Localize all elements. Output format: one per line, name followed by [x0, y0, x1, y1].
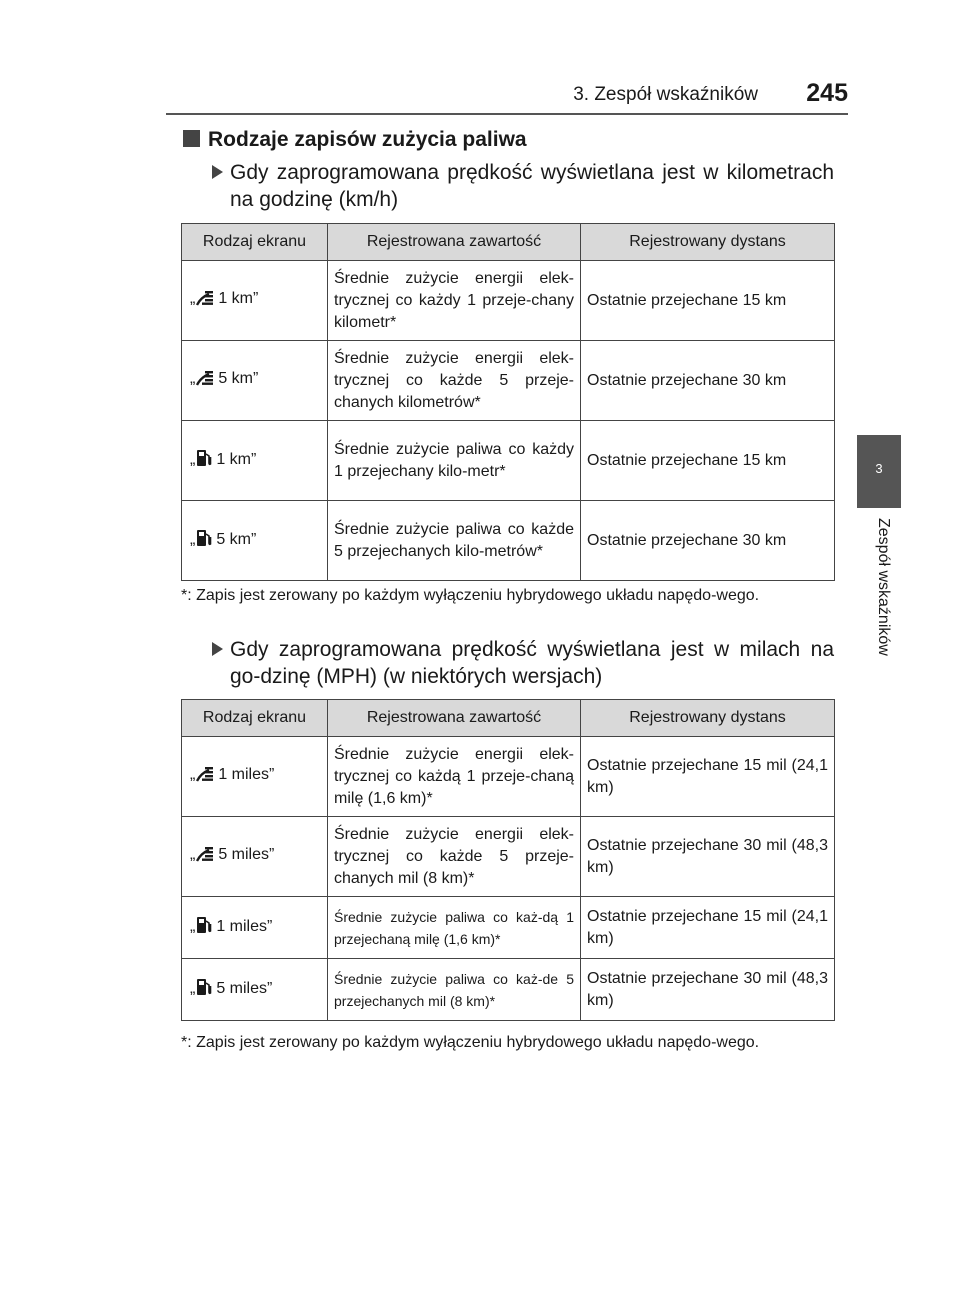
chapter-tab-label: Zespół wskaźników	[875, 518, 892, 656]
recorded-content-cell: Średnie zużycie paliwa co każ-de 5 przejechanych mil (8 km)*	[328, 959, 581, 1021]
fuel-pump-icon	[196, 528, 212, 554]
table-header-row	[182, 224, 835, 261]
km-table	[181, 223, 835, 581]
triangle-bullet-icon	[212, 642, 223, 656]
screen-type-label: 1 km”	[216, 450, 257, 468]
mph-footnote: *: Zapis jest zerowany po każdym wyłączeniu hybrydowego układu napędo-wego.	[181, 1034, 760, 1051]
column-header: Rejestrowany dystans	[581, 224, 835, 261]
screen-type-label: 1 miles”	[216, 917, 273, 935]
recorded-distance-cell: Ostatnie przejechane 15 km	[581, 261, 835, 341]
column-header: Rejestrowana zawartość	[328, 224, 581, 261]
table-row	[182, 737, 835, 817]
chapter-tab	[857, 435, 901, 508]
chapter-tab-number: 3	[875, 461, 883, 476]
table-row	[182, 421, 835, 501]
recorded-distance-cell: Ostatnie przejechane 30 mil (48,3 km)	[581, 959, 835, 1021]
mph-subheading	[212, 636, 834, 690]
table-row	[182, 341, 835, 421]
screen-type-label: 1 miles”	[218, 766, 275, 783]
triangle-bullet-icon	[212, 165, 223, 179]
screen-type-cell: „ 5 miles”	[182, 817, 328, 897]
mph-table	[181, 699, 835, 1021]
km-subheading-text: Gdy zaprogramowana prędkość wyświetlana jest w kilometrach na godzinę (km/h)	[230, 161, 834, 211]
recorded-content-cell: Średnie zużycie energii elek-trycznej co każdy 1 przeje-chany kilometr*	[328, 261, 581, 341]
table-row	[182, 261, 835, 341]
recorded-distance-cell: Ostatnie przejechane 30 mil (48,3 km)	[581, 817, 835, 897]
ev-energy-icon	[196, 370, 214, 393]
recorded-distance-cell: Ostatnie przejechane 30 km	[581, 501, 835, 581]
screen-type-label: 5 miles”	[216, 979, 273, 997]
table-row	[182, 817, 835, 897]
table-row	[182, 897, 835, 959]
screen-type-cell: „ 5 km”	[182, 501, 328, 581]
recorded-content-cell: Średnie zużycie energii elek-trycznej co każdą 1 przeje-chaną milę (1,6 km)*	[328, 737, 581, 817]
column-header: Rejestrowana zawartość	[328, 700, 581, 737]
chapter-header: 3. Zespół wskaźników	[573, 84, 758, 105]
column-header: Rodzaj ekranu	[182, 224, 328, 261]
fuel-pump-icon	[196, 915, 212, 941]
recorded-content-cell: Średnie zużycie paliwa co każde 5 przejechanych kilo-metrów*	[328, 501, 581, 581]
table-row	[182, 501, 835, 581]
ev-energy-icon	[196, 290, 214, 313]
column-header: Rejestrowany dystans	[581, 700, 835, 737]
fuel-pump-icon	[196, 448, 212, 474]
ev-energy-icon	[196, 766, 214, 789]
mph-subheading-text: Gdy zaprogramowana prędkość wyświetlana jest w milach na go-dzinę (MPH) (w niektórych wersjach)	[230, 638, 834, 688]
square-bullet-icon	[183, 130, 200, 147]
recorded-content-cell: Średnie zużycie energii elek-trycznej co każde 5 przeje-chanych kilometrów*	[328, 341, 581, 421]
recorded-distance-cell: Ostatnie przejechane 30 km	[581, 341, 835, 421]
page-number: 245	[806, 79, 848, 107]
recorded-content-cell: Średnie zużycie paliwa co każ-dą 1 przejechaną milę (1,6 km)*	[328, 897, 581, 959]
recorded-distance-cell: Ostatnie przejechane 15 mil (24,1 km)	[581, 737, 835, 817]
section-title-text: Rodzaje zapisów zużycia paliwa	[208, 128, 527, 151]
screen-type-label: 1 km”	[218, 290, 259, 307]
table-row	[182, 959, 835, 1021]
header-divider	[166, 113, 848, 115]
table-header-row	[182, 700, 835, 737]
recorded-content-cell: Średnie zużycie energii elek-trycznej co każde 5 przeje-chanych mil (8 km)*	[328, 817, 581, 897]
screen-type-cell: „ 5 miles”	[182, 959, 328, 1021]
recorded-distance-cell: Ostatnie przejechane 15 mil (24,1 km)	[581, 897, 835, 959]
screen-type-cell: „ 1 km”	[182, 421, 328, 501]
section-title	[183, 127, 833, 153]
recorded-content-cell: Średnie zużycie paliwa co każdy 1 przejechany kilo-metr*	[328, 421, 581, 501]
screen-type-label: 5 km”	[216, 530, 257, 548]
screen-type-cell: „ 1 miles”	[182, 737, 328, 817]
column-header: Rodzaj ekranu	[182, 700, 328, 737]
screen-type-cell: „ 1 km”	[182, 261, 328, 341]
km-subheading	[212, 159, 834, 213]
screen-type-label: 5 km”	[218, 370, 259, 387]
screen-type-label: 5 miles”	[218, 846, 275, 863]
recorded-distance-cell: Ostatnie przejechane 15 km	[581, 421, 835, 501]
screen-type-cell: „ 5 km”	[182, 341, 328, 421]
ev-energy-icon	[196, 846, 214, 869]
km-footnote: *: Zapis jest zerowany po każdym wyłączeniu hybrydowego układu napędo-wego.	[181, 587, 760, 604]
fuel-pump-icon	[196, 977, 212, 1003]
screen-type-cell: „ 1 miles”	[182, 897, 328, 959]
